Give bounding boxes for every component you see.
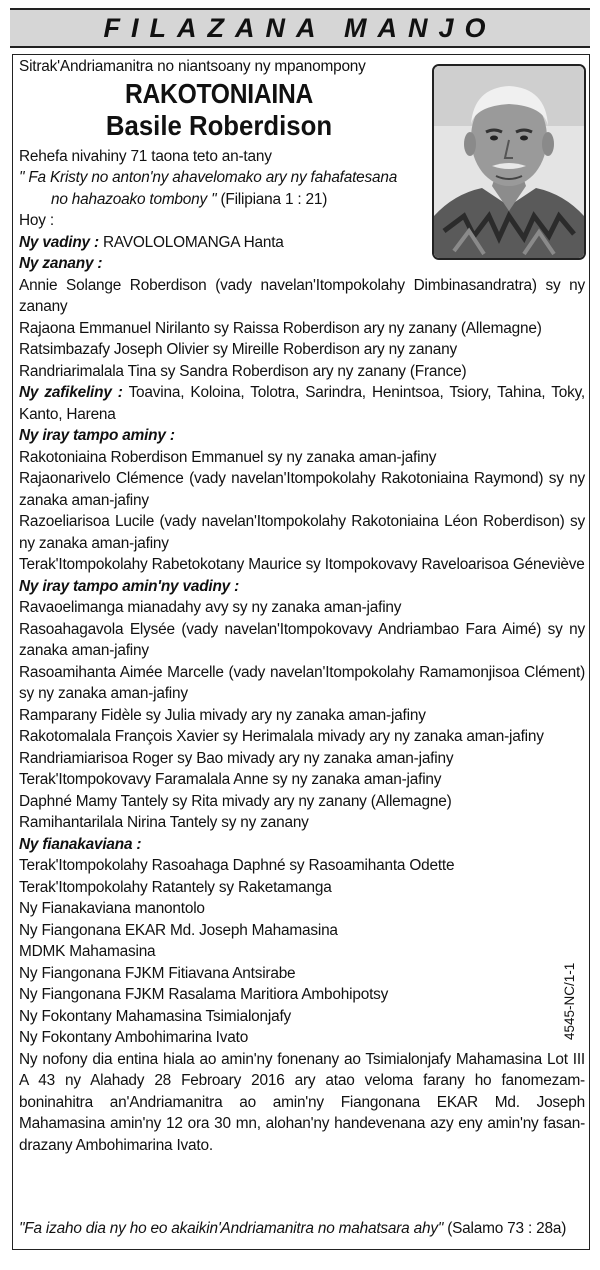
family-heading: Ny fianakaviana : — [19, 835, 142, 853]
children-item: Rajaona Emmanuel Nirilanto sy Raissa Roberdison ary ny zanany (Allemagne) — [19, 319, 542, 337]
closing-ref: (Salamo 73 : 28a) — [447, 1220, 567, 1237]
spouse-siblings-item: Terak'Itompokovavy Faramalala Anne sy ny zanaka aman-jafiny — [19, 771, 442, 788]
spouse-siblings-heading: Ny iray tampo amin'ny vadiny : — [19, 577, 240, 595]
spouse-siblings-item: Randriamiarisoa Roger sy Bao mivady ary ny zanaka aman-jafiny — [19, 749, 454, 767]
grandchildren-names: Toavina, Koloina, Tolotra, Sarindra, Henintsoa, Tsiory, Tahina, Toky, Kanto, Harena — [19, 384, 585, 423]
notice-body — [19, 56, 585, 1156]
spouse-siblings-item: Ramparany Fidèle sy Julia mivady ary ny zanaka aman-jafiny — [19, 706, 426, 724]
spouse-siblings-item: Ramihantarilala Nirina Tantely sy ny zanany — [19, 814, 309, 831]
family-item: Ny Fianakaviana manontolo — [19, 900, 205, 917]
hoy-line: Hoy : — [19, 212, 54, 229]
age-line: Rehefa nivahiny 71 taona teto an-tany — [19, 147, 272, 165]
intro-line: Sitrak'Andriamanitra no niantsoany ny mpanompony — [19, 58, 366, 75]
grandchildren-line — [19, 382, 585, 425]
siblings-item: Rajaonarivelo Clémence (vady navelan'Itompokolahy Rakotoniaina Raymond) sy ny zanaka aman-jafiny — [19, 470, 585, 509]
family-item: Ny Fokontany Mahamasina Tsimialonjafy — [19, 1007, 292, 1025]
spouse-name: RAVOLOLOMANGA Hanta — [103, 233, 284, 251]
children-item: Randriarimalala Tina sy Sandra Roberdison ary ny zanany (France) — [19, 362, 467, 380]
family-item: Ny Fokontany Ambohimarina Ivato — [19, 1029, 249, 1046]
family-item: Terak'Itompokolahy Rasoahaga Daphné sy Rasoamihanta Odette — [19, 857, 455, 874]
bible-quote-line1: " Fa Kristy no anton'ny ahavelomako ary ny fahafatesana — [19, 169, 398, 186]
family-item: Ny Fiangonana FJKM Fitiavana Antsirabe — [19, 964, 296, 982]
bible-quote-text: no hahazoako tombony " — [51, 190, 217, 208]
siblings-item: Rakotoniaina Roberdison Emmanuel sy ny zanaka aman-jafiny — [19, 448, 437, 466]
children-heading: Ny zanany : — [19, 255, 103, 272]
family-item: Terak'Itompokolahy Ratantely sy Raketamanga — [19, 878, 332, 896]
spouse-siblings-item: Rakotomalala François Xavier sy Herimalala mivady ary ny zanaka aman-jafiny — [19, 728, 544, 745]
spouse-line — [19, 232, 585, 254]
grandchildren-label: Ny zafikeliny : — [19, 384, 123, 401]
siblings-heading: Ny iray tampo aminy : — [19, 427, 175, 444]
children-item: Annie Solange Roberdison (vady navelan'Itompokolahy Dimbinasandratra) sy ny zanany — [19, 276, 585, 315]
siblings-item: Terak'Itompokolahy Rabetokotany Maurice sy Itompokovavy Raveloarisoa Géneviève — [19, 556, 585, 573]
children-item: Ratsimbazafy Joseph Olivier sy Mireille Roberdison ary ny zanany — [19, 341, 457, 358]
closing-quote: "Fa izaho dia ny ho eo akaikin'Andriamanitra no mahatsara ahy" — [19, 1220, 444, 1237]
bible-quote-ref: (Filipiana 1 : 21) — [220, 190, 328, 208]
siblings-item: Razoeliarisoa Lucile (vady navelan'Itompokolahy Rakotoniaina Léon Roberdison) sy ny zanaka aman-jafiny — [19, 513, 585, 552]
family-item: MDMK Mahamasina — [19, 943, 156, 960]
bible-quote-line2 — [51, 189, 585, 211]
spouse-siblings-item: Rasoamihanta Aimée Marcelle (vady navelan'Itompokolahy Ramamonjisoa Clément) sy ny zanaka aman-jafiny — [19, 663, 585, 702]
spouse-siblings-item: Rasoahagavola Elysée (vady navelan'Itompokovavy Andriambao Fara Aimé) sy ny zanaka aman-jafiny — [19, 620, 585, 659]
spouse-label: Ny vadiny : — [19, 233, 99, 251]
deceased-given-names: Basile Roberdison — [105, 109, 333, 141]
family-item: Ny Fiangonana FJKM Rasalama Maritiora Ambohipotsy — [19, 986, 389, 1003]
header-title: FILAZANA MANJO — [103, 12, 497, 43]
spouse-siblings-item: Daphné Mamy Tantely sy Rita mivady ary ny zanany (Allemagne) — [19, 792, 452, 810]
ad-reference-code: 4545-NC/1-1 — [562, 962, 577, 1040]
family-item: Ny Fiangonana EKAR Md. Joseph Mahamasina — [19, 921, 338, 939]
deceased-surname: RAKOTONIAINA — [124, 77, 314, 109]
funeral-announcement: Ny nofony dia entina hiala ao amin'ny fonenany ao Tsimialonjafy Mahamasina Lot III A 43 ny Alahady 28 Febroary 2016 ary atao veloma farany ho fanomezam-boninahitra an'Andriamanitra ao amin'ny Fiangonana EKAR Md. Joseph Mahamasina amin'ny 12 ora 30 mn, alohan'ny handevenana azy eny amin'ny fasan-drazany Ambohimarina Ivato. — [19, 1050, 585, 1154]
closing-line — [19, 1218, 585, 1239]
notice-header — [10, 8, 590, 48]
spouse-siblings-item: Ravaoelimanga mianadahy avy sy ny zanaka aman-jafiny — [19, 599, 402, 616]
